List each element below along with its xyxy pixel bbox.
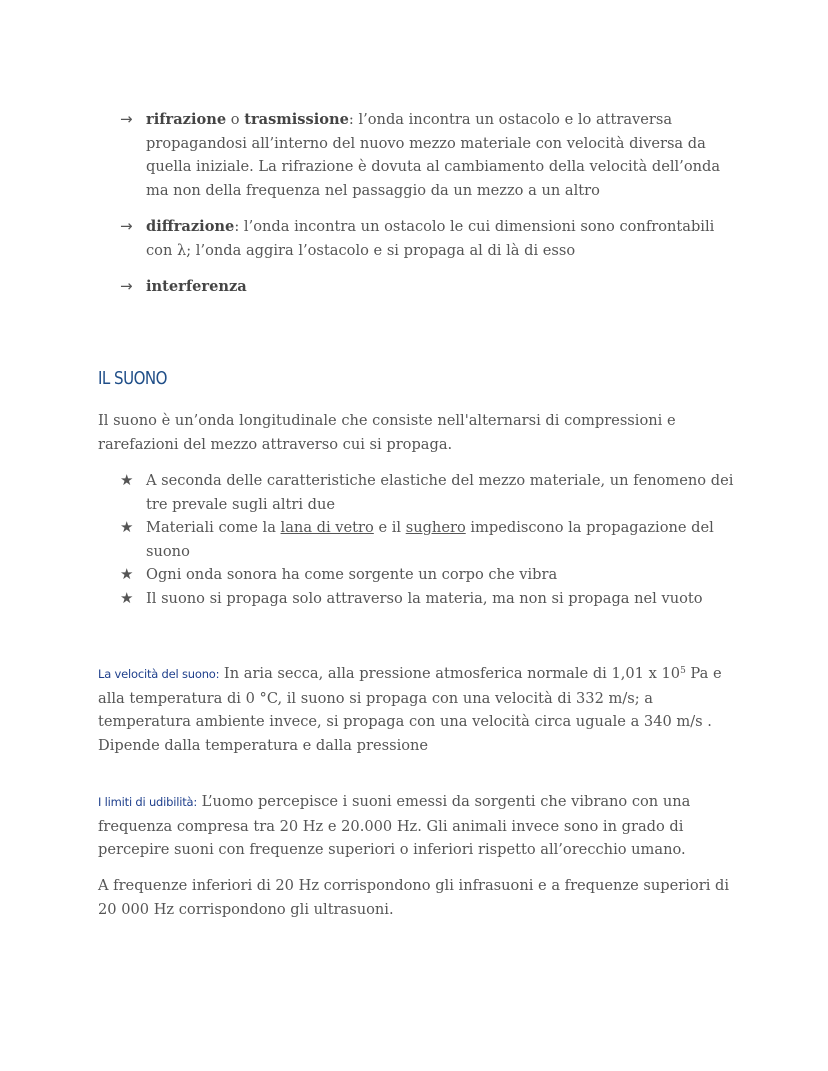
star-bullet-icon: ★	[120, 471, 134, 489]
list-item	[120, 587, 735, 611]
star-item-text: Materiali come la	[146, 519, 281, 536]
section-title: IL SUONO	[98, 369, 168, 389]
connector-text: o	[230, 111, 240, 128]
star-item-text: Ogni onda sonora ha come sorgente un corpo che vibra	[146, 566, 558, 583]
frequency-paragraph: A frequenze inferiori di 20 Hz corrispondono gli infrasuoni e a frequenze superiori di 20 000 Hz corrispondono gli ultrasuoni.	[98, 877, 730, 918]
velocity-paragraph	[98, 662, 738, 757]
intro-paragraph: Il suono è un’onda longitudinale che consiste nell'alternarsi di compressioni e rarefazioni del mezzo attraverso cui si propaga.	[98, 412, 676, 453]
star-item-text: impediscono la propagazione del suono	[146, 519, 714, 560]
arrow-bullet-icon: →	[120, 217, 133, 235]
star-item-text: Il suono si propaga solo attraverso la materia, ma non si propaga nel vuoto	[146, 589, 703, 607]
velocity-text-cont: Pa e alla temperatura di 0 °C, il suono si propaga con una velocità di 332 m/s; a temperatura ambiente invece, si propaga con una velocità circa uguale a 340 m/s . Dipende dalla temperatura e dalla pressione	[98, 665, 722, 754]
term-interferenza: interferenza	[146, 278, 247, 295]
arrow-bullet-icon: →	[120, 110, 133, 128]
sound-properties-list	[120, 469, 735, 610]
star-bullet-icon: ★	[120, 588, 134, 607]
rifrazione-description: : l’onda incontra un ostacolo e lo attraversa propagandosi all’interno del nuovo mezzo materiale con velocità diversa da quella iniziale. La rifrazione è dovuta al cambiamento della velocità dell’onda ma non della frequenza nel passaggio da un mezzo a un altro	[146, 111, 721, 199]
list-item	[120, 469, 735, 516]
list-item	[120, 215, 735, 262]
hearing-label: I limiti di udibilità:	[98, 795, 198, 809]
list-item	[120, 516, 735, 563]
list-item	[120, 563, 735, 587]
wave-phenomena-list	[120, 108, 735, 312]
diffrazione-description: : l’onda incontra un ostacolo le cui dimensioni sono confrontabili con λ; l’onda aggira l’ostacolo e si propaga al di là di esso	[146, 218, 715, 259]
list-item	[120, 275, 735, 299]
star-item-text: e il	[373, 519, 406, 536]
list-item	[120, 108, 735, 202]
underlined-term: sughero	[405, 519, 466, 536]
star-item-text: A seconda delle caratteristiche elastiche del mezzo materiale, un fenomeno dei tre prevale sugli altri due	[146, 472, 734, 513]
star-bullet-icon: ★	[120, 518, 134, 536]
underlined-term: lana di vetro	[280, 519, 374, 536]
term-trasmissione: trasmissione	[244, 111, 349, 128]
term-rifrazione: rifrazione	[146, 111, 227, 128]
exponent: 5	[680, 666, 686, 676]
hearing-text: L’uomo percepisce i suoni emessi da sorgenti che vibrano con una frequenza compresa tra 20 Hz e 20.000 Hz. Gli animali invece sono in grado di percepire suoni con frequenze superiori o inferiori rispetto all’orecchio umano.	[98, 793, 691, 858]
arrow-bullet-icon: →	[120, 277, 133, 295]
term-diffrazione: diffrazione	[146, 218, 235, 235]
velocity-label: La velocità del suono:	[98, 667, 220, 681]
star-bullet-icon: ★	[120, 565, 134, 583]
velocity-text: In aria secca, alla pressione atmosferica normale di 1,01 x 10	[219, 665, 681, 682]
hearing-paragraph	[98, 790, 738, 862]
